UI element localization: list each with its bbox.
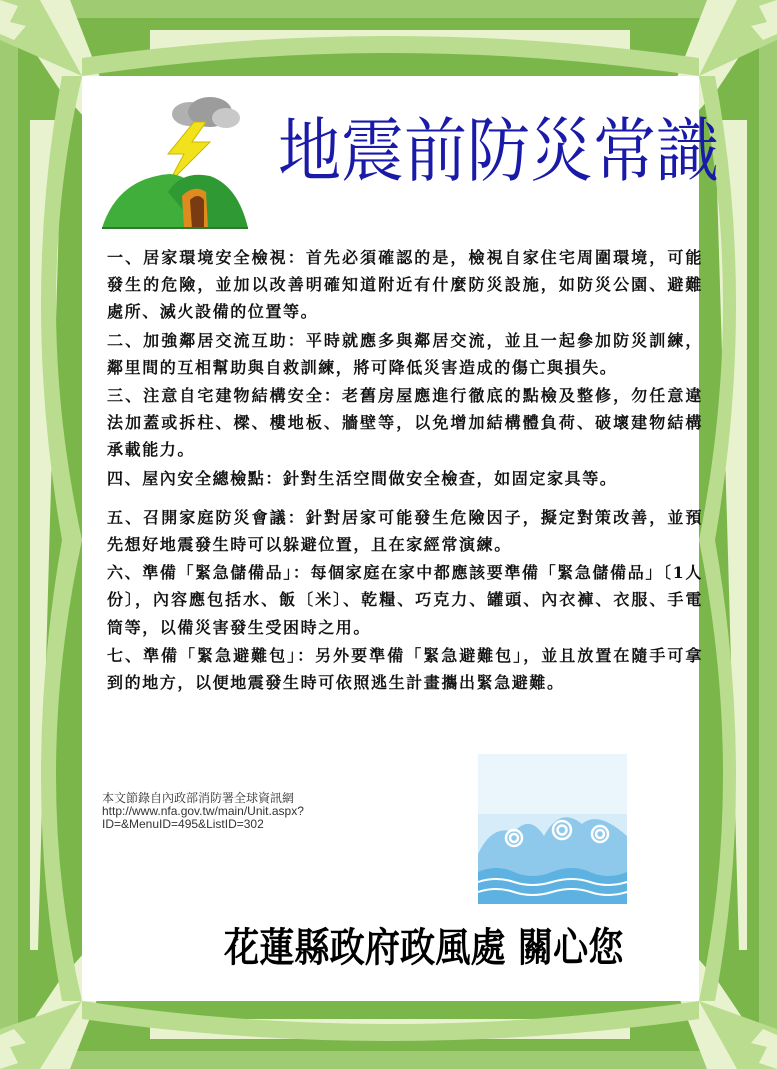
source-url-line-1[interactable]: http://www.nfa.gov.tw/main/Unit.aspx? — [102, 804, 304, 818]
paragraph-4: 四、屋內安全總檢點：針對生活空間做安全檢查，如固定家具等。 — [107, 468, 618, 488]
source-text: 本文節錄自內政部消防署全球資訊網 — [102, 791, 295, 805]
mountain-lightning-icon — [98, 92, 250, 236]
paragraph-5: 五、召開家庭防災會議：針對居家可能發生危險因子，擬定對策改善，並預先想好地震發生時可以躲避位置，且在家經常演練。 — [107, 507, 703, 555]
paragraph-6: 六、準備「緊急儲備品」：每個家庭在家中都應該要準備「緊急儲備品」〔1人份〕，內容應包括水、飯〔米〕、乾糧、巧克力、罐頭、內衣褲、衣服、手電筒等，以備災害發生受困時之用。 — [107, 563, 703, 637]
wave-icon — [478, 754, 627, 904]
footer-slogan: 花蓮縣政府政風處 關心您 — [224, 925, 624, 971]
article-body — [107, 244, 703, 697]
paragraph-2: 二、加強鄰居交流互助：平時就應多與鄰居交流，並且一起參加防災訓練，鄰里間的互相幫助與自救訓練，將可降低災害造成的傷亡與損失。 — [107, 330, 703, 377]
paragraph-1: 一、居家環境安全檢視：首先必須確認的是，檢視自家住宅周圍環境，可能發生的危險，並加以改善明確知道附近有什麼防災設施，如防災公園、避難處所、滅火設備的位置等。 — [107, 248, 703, 322]
paragraph-3: 三、注意自宅建物結構安全：老舊房屋應進行徹底的點檢及整修，勿任意違法加蓋或拆柱、樑、樓地板、牆壁等，以免增加結構體負荷、破壞建物結構承載能力。 — [107, 386, 703, 460]
source-citation — [102, 792, 362, 831]
source-url-line-2[interactable]: ID=&MenuID=495&ListID=302 — [102, 817, 264, 831]
paragraph-7: 七、準備「緊急避難包」：另外要準備「緊急避難包」，並且放置在隨手可拿到的地方，以便地震發生時可依照逃生計畫攜出緊急避難。 — [107, 645, 703, 693]
page-title: 地震前防災常識 — [278, 110, 719, 192]
